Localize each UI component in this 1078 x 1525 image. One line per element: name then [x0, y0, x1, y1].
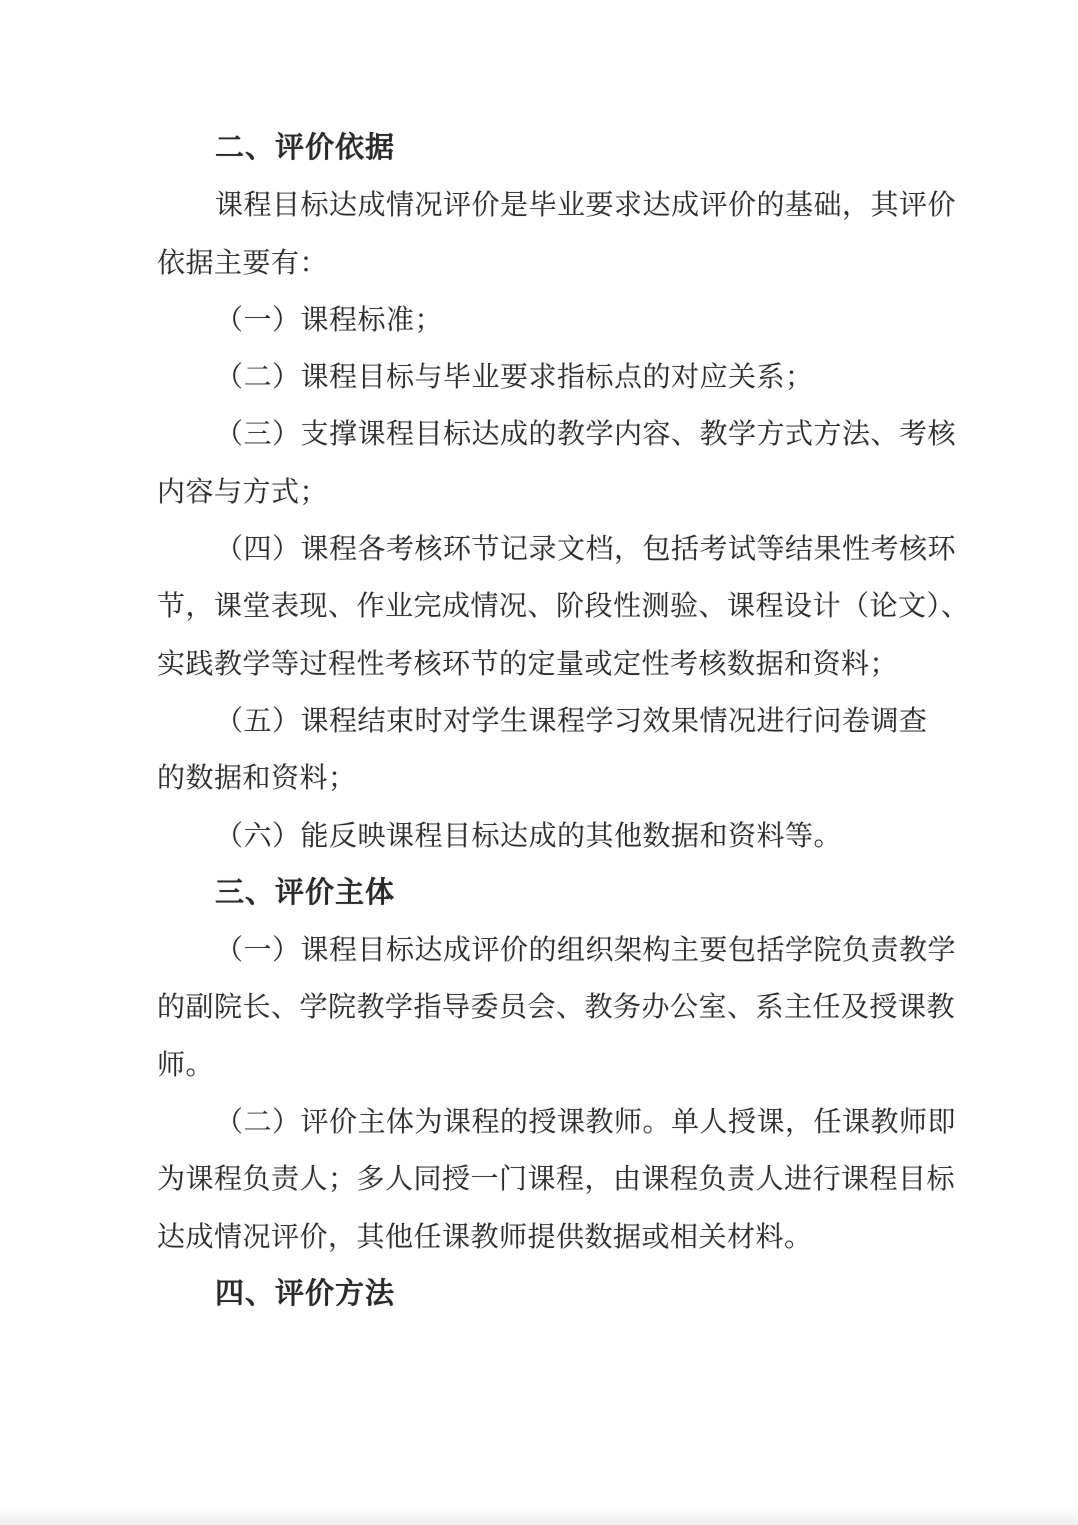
- heading-text: 四、评价方法: [215, 1277, 396, 1310]
- section-heading-evaluation-method: [157, 1266, 957, 1323]
- section-heading-evaluation-basis: [157, 120, 957, 177]
- document-line: 依据主要有：: [157, 247, 329, 279]
- document-line: 为课程负责人；多人同授一门课程，由课程负责人进行课程目标: [157, 1164, 956, 1196]
- document-line: （五）课程结束时对学生课程学习效果情况进行问卷调查: [215, 705, 928, 737]
- document-line: 师。: [157, 1049, 215, 1081]
- paragraph-subject-2: [157, 1094, 957, 1266]
- document-line: 的数据和资料；: [157, 763, 357, 795]
- document-line: 课程目标达成情况评价是毕业要求达成评价的基础，其评价: [215, 190, 957, 222]
- paragraph-item-5: [157, 693, 957, 808]
- heading-text: 三、评价主体: [215, 876, 396, 909]
- heading-text: 二、评价依据: [215, 132, 396, 164]
- document-line: 内容与方式；: [157, 476, 329, 508]
- page-bottom-edge: [0, 1509, 1078, 1525]
- document-body: [157, 120, 970, 1323]
- paragraph-item-6: [157, 808, 957, 865]
- document-line: 的副院长、学院教学指导委员会、教务办公室、系主任及授课教: [157, 992, 956, 1024]
- paragraph-subject-1: [157, 922, 957, 1094]
- paragraph-item-4: [157, 521, 970, 693]
- document-line: （二）课程目标与毕业要求指标点的对应关系；: [215, 362, 814, 394]
- document-line: （六）能反映课程目标达成的其他数据和资料等。: [215, 820, 843, 852]
- paragraph-intro: [157, 177, 957, 292]
- document-line: （一）课程标准；: [215, 304, 444, 336]
- document-line: （一）课程目标达成评价的组织架构主要包括学院负责教学: [215, 935, 957, 967]
- document-line: （四）课程各考核环节记录文档，包括考试等结果性考核环: [215, 534, 957, 566]
- paragraph-item-3: [157, 406, 957, 521]
- document-line: 实践教学等过程性考核环节的定量或定性考核数据和资料；: [157, 648, 899, 680]
- paragraph-item-1: [157, 292, 957, 349]
- document-line: （三）支撑课程目标达成的教学内容、教学方式方法、考核: [215, 419, 957, 451]
- document-line: 节，课堂表现、作业完成情况、阶段性测验、课程设计（论文）、: [157, 591, 970, 623]
- section-heading-evaluation-subject: [157, 865, 957, 922]
- paragraph-item-2: [157, 349, 957, 406]
- document-line: （二）评价主体为课程的授课教师。单人授课，任课教师即: [215, 1107, 957, 1139]
- document-line: 达成情况评价，其他任课教师提供数据或相关材料。: [157, 1221, 813, 1253]
